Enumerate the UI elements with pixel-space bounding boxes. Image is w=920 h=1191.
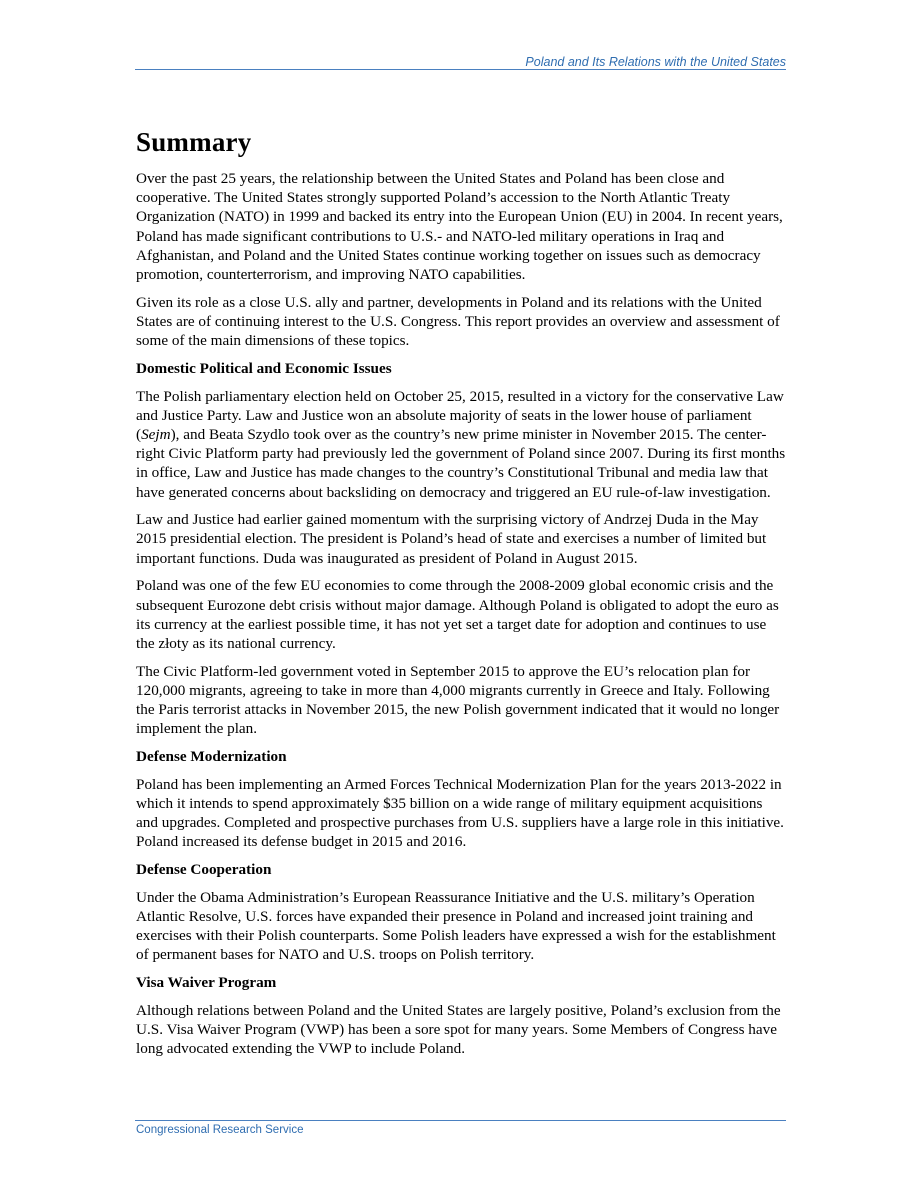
running-footer: Congressional Research Service xyxy=(136,1124,304,1136)
summary-section xyxy=(136,126,788,1067)
domestic-paragraph-2: Law and Justice had earlier gained momentum with the surprising victory of Andrzej Duda in the May 2015 presidential election. The president is Poland’s head of state and exercises a number of limited but important functions. Duda was inaugurated as president of Poland in August 2015. xyxy=(136,511,767,567)
header-rule xyxy=(135,69,786,70)
running-header: Poland and Its Relations with the United States xyxy=(525,55,786,69)
defense-modernization-heading: Defense Modernization xyxy=(136,747,287,765)
defense-modernization-paragraph: Poland has been implementing an Armed Forces Technical Modernization Plan for the years 2013-2022 in which it intends to spend approximately $35 billion on a wide range of military equipment acquisitions and upgrades. Completed and prospective purchases from U.S. suppliers have a large role in this initiative. Poland increased its defense budget in 2015 and 2016. xyxy=(136,775,784,851)
domestic-p1-text-b: ), and Beata Szydlo took over as the country’s new prime minister in November 2015. The center-right Civic Platform party had previously led the government of Poland since 2007. During its first months in office, Law and Justice has made changes to the country’s Constitutional Tribunal and media law that have generated concerns about backsliding on democracy and triggered an EU rule-of-law investigation. xyxy=(136,425,786,501)
domestic-paragraph-3: Poland was one of the few EU economies to come through the 2008-2009 global economic crisis and the subsequent Eurozone debt crisis without major damage. Although Poland is obligated to adopt the euro as its currency at the earliest possible time, it has not yet set a target date for adoption and continues to use the złoty as its national currency. xyxy=(136,577,779,652)
defense-cooperation-paragraph: Under the Obama Administration’s European Reassurance Initiative and the U.S. military’s Operation Atlantic Resolve, U.S. forces have expanded their presence in Poland and increased joint training and exercises with their Polish counterparts. Some Polish leaders have expressed a wish for the establishment of permanent bases for NATO and U.S. troops on Polish territory. xyxy=(136,888,776,964)
footer-rule xyxy=(135,1120,786,1121)
visa-waiver-paragraph: Although relations between Poland and the United States are largely positive, Poland’s exclusion from the U.S. Visa Waiver Program (VWP) has been a sore spot for many years. Some Members of Congress have long advocated extending the VWP to include Poland. xyxy=(136,1001,781,1058)
defense-cooperation-heading: Defense Cooperation xyxy=(136,861,272,878)
summary-title: Summary xyxy=(136,127,252,157)
intro-paragraph-1: Over the past 25 years, the relationship between the United States and Poland has been close and cooperative. The United States strongly supported Poland’s accession to the North Atlantic Treaty Organization (NATO) in 1999 and backed its entry into the European Union (EU) in 2004. In recent years, Poland has made significant contributions to U.S.- and NATO-led military operations in Iraq and Afghanistan, and Poland and the United States continue working together on issues such as democracy promotion, counterterrorism, and improving NATO capabilities. xyxy=(136,170,783,284)
domestic-paragraph-1 xyxy=(136,387,788,502)
domestic-paragraph-4: The Civic Platform-led government voted in September 2015 to approve the EU’s relocation plan for 120,000 migrants, agreeing to take in more than 4,000 migrants currently in Greece and Italy. Following the Paris terrorist attacks in November 2015, the new Polish government indicated that it would no longer implement the plan. xyxy=(136,662,780,738)
domestic-issues-heading: Domestic Political and Economic Issues xyxy=(136,359,392,377)
visa-waiver-heading: Visa Waiver Program xyxy=(136,974,277,992)
intro-paragraph-2: Given its role as a close U.S. ally and partner, developments in Poland and its relations with the United States are of continuing interest to the U.S. Congress. This report provides an overview and assessment of some of the main dimensions of these topics. xyxy=(136,293,780,350)
domestic-p1-text-a: The Polish parliamentary election held on October 25, 2015, resulted in a victory for the conservative Law and Justice Party. Law and Justice won an absolute majority of seats in the lower house of parliament ( xyxy=(136,387,784,443)
sejm-term: Sejm xyxy=(141,425,171,443)
